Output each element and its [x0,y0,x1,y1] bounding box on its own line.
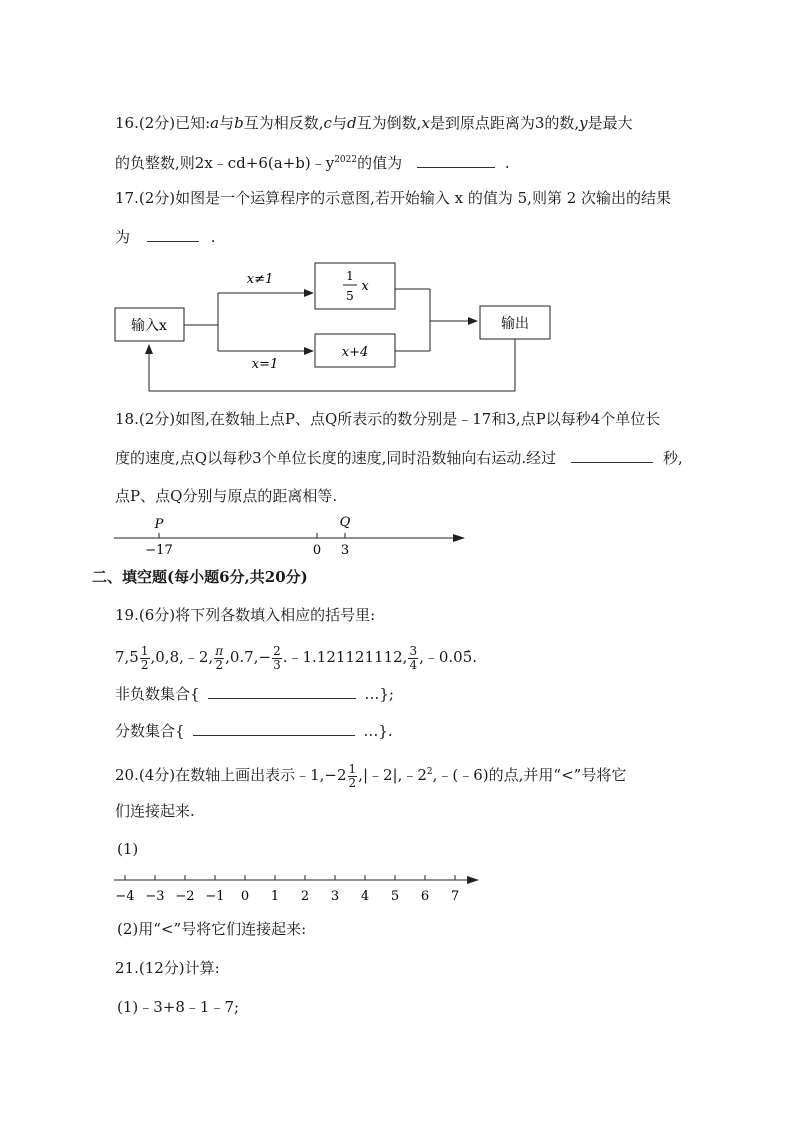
flow-cond-bottom: x=1 [251,357,279,372]
axis-tick-label: 5 [390,889,400,904]
q16-text: 与 [331,114,347,132]
q20-part1: (1) [117,840,139,858]
q19-text: 7,5 [115,648,139,666]
q19-numbers [115,642,477,672]
axis-tick-label: −3 [145,889,165,904]
q20-number-line [112,868,484,908]
q21-line1: 21.(12分)计算: [115,959,220,977]
flow-op-top-den: 5 [346,289,354,303]
q20-text: 20.(4分)在数轴上画出表示﹣1,−2 [115,766,347,784]
q16-text: 与 [219,114,235,132]
q19-fraction-3: $\frac{3}{4}$ [409,643,418,672]
axis-tick-label: 2 [300,889,310,904]
q16-line1 [115,113,633,133]
q16-var-c: c [323,114,332,132]
q19-text: ,0,8,﹣2, [150,648,214,666]
q16-var-d: d [346,114,357,132]
q18-line3: 点P、点Q分别与原点的距离相等. [115,487,338,505]
q16-number: 16.(2分) [115,114,176,132]
q19-text: ,﹣0.05̇. [419,648,478,666]
q20-fraction: $\frac{1}{2}$ [348,761,357,790]
q18-answer-blank[interactable] [571,448,653,463]
flow-op-top-num: 1 [346,269,354,283]
q16-text: 的负整数,则 [115,154,195,172]
flow-input-label: 输入x [131,318,167,334]
axis-p-label: P [154,517,164,532]
q20-square: 2 [426,767,433,777]
q19-text: .﹣1.121121112, [282,648,408,666]
q16-exponent: 2022 [334,155,358,165]
q18-text: 秒, [662,449,683,467]
q17-text: 为 [115,228,131,246]
flow-cond-top: x≠1 [246,272,274,287]
q18-text: 度的速度,点Q以每秒3个单位长度的速度,同时沿数轴向右运动.经过 [115,449,557,467]
q19-set1-blank[interactable] [208,684,356,699]
axis-tick-label: −2 [175,889,195,904]
axis-zero: 0 [312,543,322,558]
q17-end: . [210,228,216,246]
q19-set2-label: 分数集合{ [115,722,185,740]
q18-number-line [112,512,472,560]
q19-set1-end: …}; [364,685,394,703]
q19-set2-blank[interactable] [193,721,355,736]
q20-text: ,﹣(﹣6)的点,并用“<”号将它 [432,766,627,784]
q17-line2 [115,227,216,247]
q16-text: 是最大 [587,114,633,132]
q21-part1: (1)﹣3+8﹣1﹣7; [117,998,240,1016]
q19-set2 [115,721,393,741]
axis-tick-label: −1 [205,889,225,904]
q18-line2 [115,448,683,468]
q20-text: ,|﹣2|,﹣2 [358,766,427,784]
axis-tick-label: 0 [240,889,250,904]
q16-text: 是到原点距离为3的数, [429,114,580,132]
q19-line1: 19.(6分)将下列各数填入相应的括号里: [115,606,376,624]
section-2-title: 二、填空题(每小题6分,共20分) [92,568,308,586]
q16-text: 互为倒数, [356,114,422,132]
q16-end: . [504,154,510,172]
q17-flowchart [110,255,560,395]
q20-part2: (2)用“<”号将它们连接起来: [117,920,307,938]
axis-tick-label: 7 [450,889,460,904]
q17-answer-blank[interactable] [147,227,199,242]
axis-tick-label: 1 [270,889,280,904]
axis-q-label: Q [339,515,351,530]
axis-q-value: 3 [340,543,350,558]
q19-set2-end: …}. [363,722,393,740]
q16-var-y: y [579,114,588,132]
flow-op-top-box [315,263,395,309]
axis-tick-label: 4 [360,889,370,904]
q16-answer-blank[interactable] [417,153,495,168]
q16-expression: 2x﹣cd+6(a+b)﹣y [194,154,335,172]
q20-line2: 们连接起来. [115,802,195,820]
q19-set1 [115,684,394,704]
flow-op-top-var: x [361,279,369,294]
q19-text: ,0.7,− [225,648,272,666]
q18-line1: 18.(2分)如图,在数轴上点P、点Q所表示的数分别是﹣17和3,点P以每秒4个单位长 [115,410,661,428]
axis-tick-label: 6 [420,889,430,904]
q16-line2 [115,150,510,173]
q19-fraction-pi: $\frac{\pi}{2}$ [215,643,224,672]
q16-text: 已知: [175,114,211,132]
q16-var-a: a [210,114,220,132]
q20-line1 [115,757,626,790]
flow-op-bottom-label: x+4 [341,345,369,360]
q16-var-b: b [234,114,244,132]
axis-tick-label: 3 [330,889,340,904]
axis-tick-label: −4 [115,889,135,904]
q16-text: 的值为 [357,154,403,172]
q19-set1-label: 非负数集合{ [115,685,200,703]
axis-p-value: −17 [145,543,173,558]
q17-line1: 17.(2分)如图是一个运算程序的示意图,若开始输入 x 的值为 5,则第 2 次输出的结果 [115,189,672,207]
q16-text: 互为相反数, [243,114,324,132]
q19-fraction-1: $\frac{1}{2}$ [140,643,149,672]
q16-var-x: x [421,114,430,132]
flow-output-label: 输出 [501,316,529,332]
q19-fraction-2: $\frac{2}{3}$ [273,643,281,672]
